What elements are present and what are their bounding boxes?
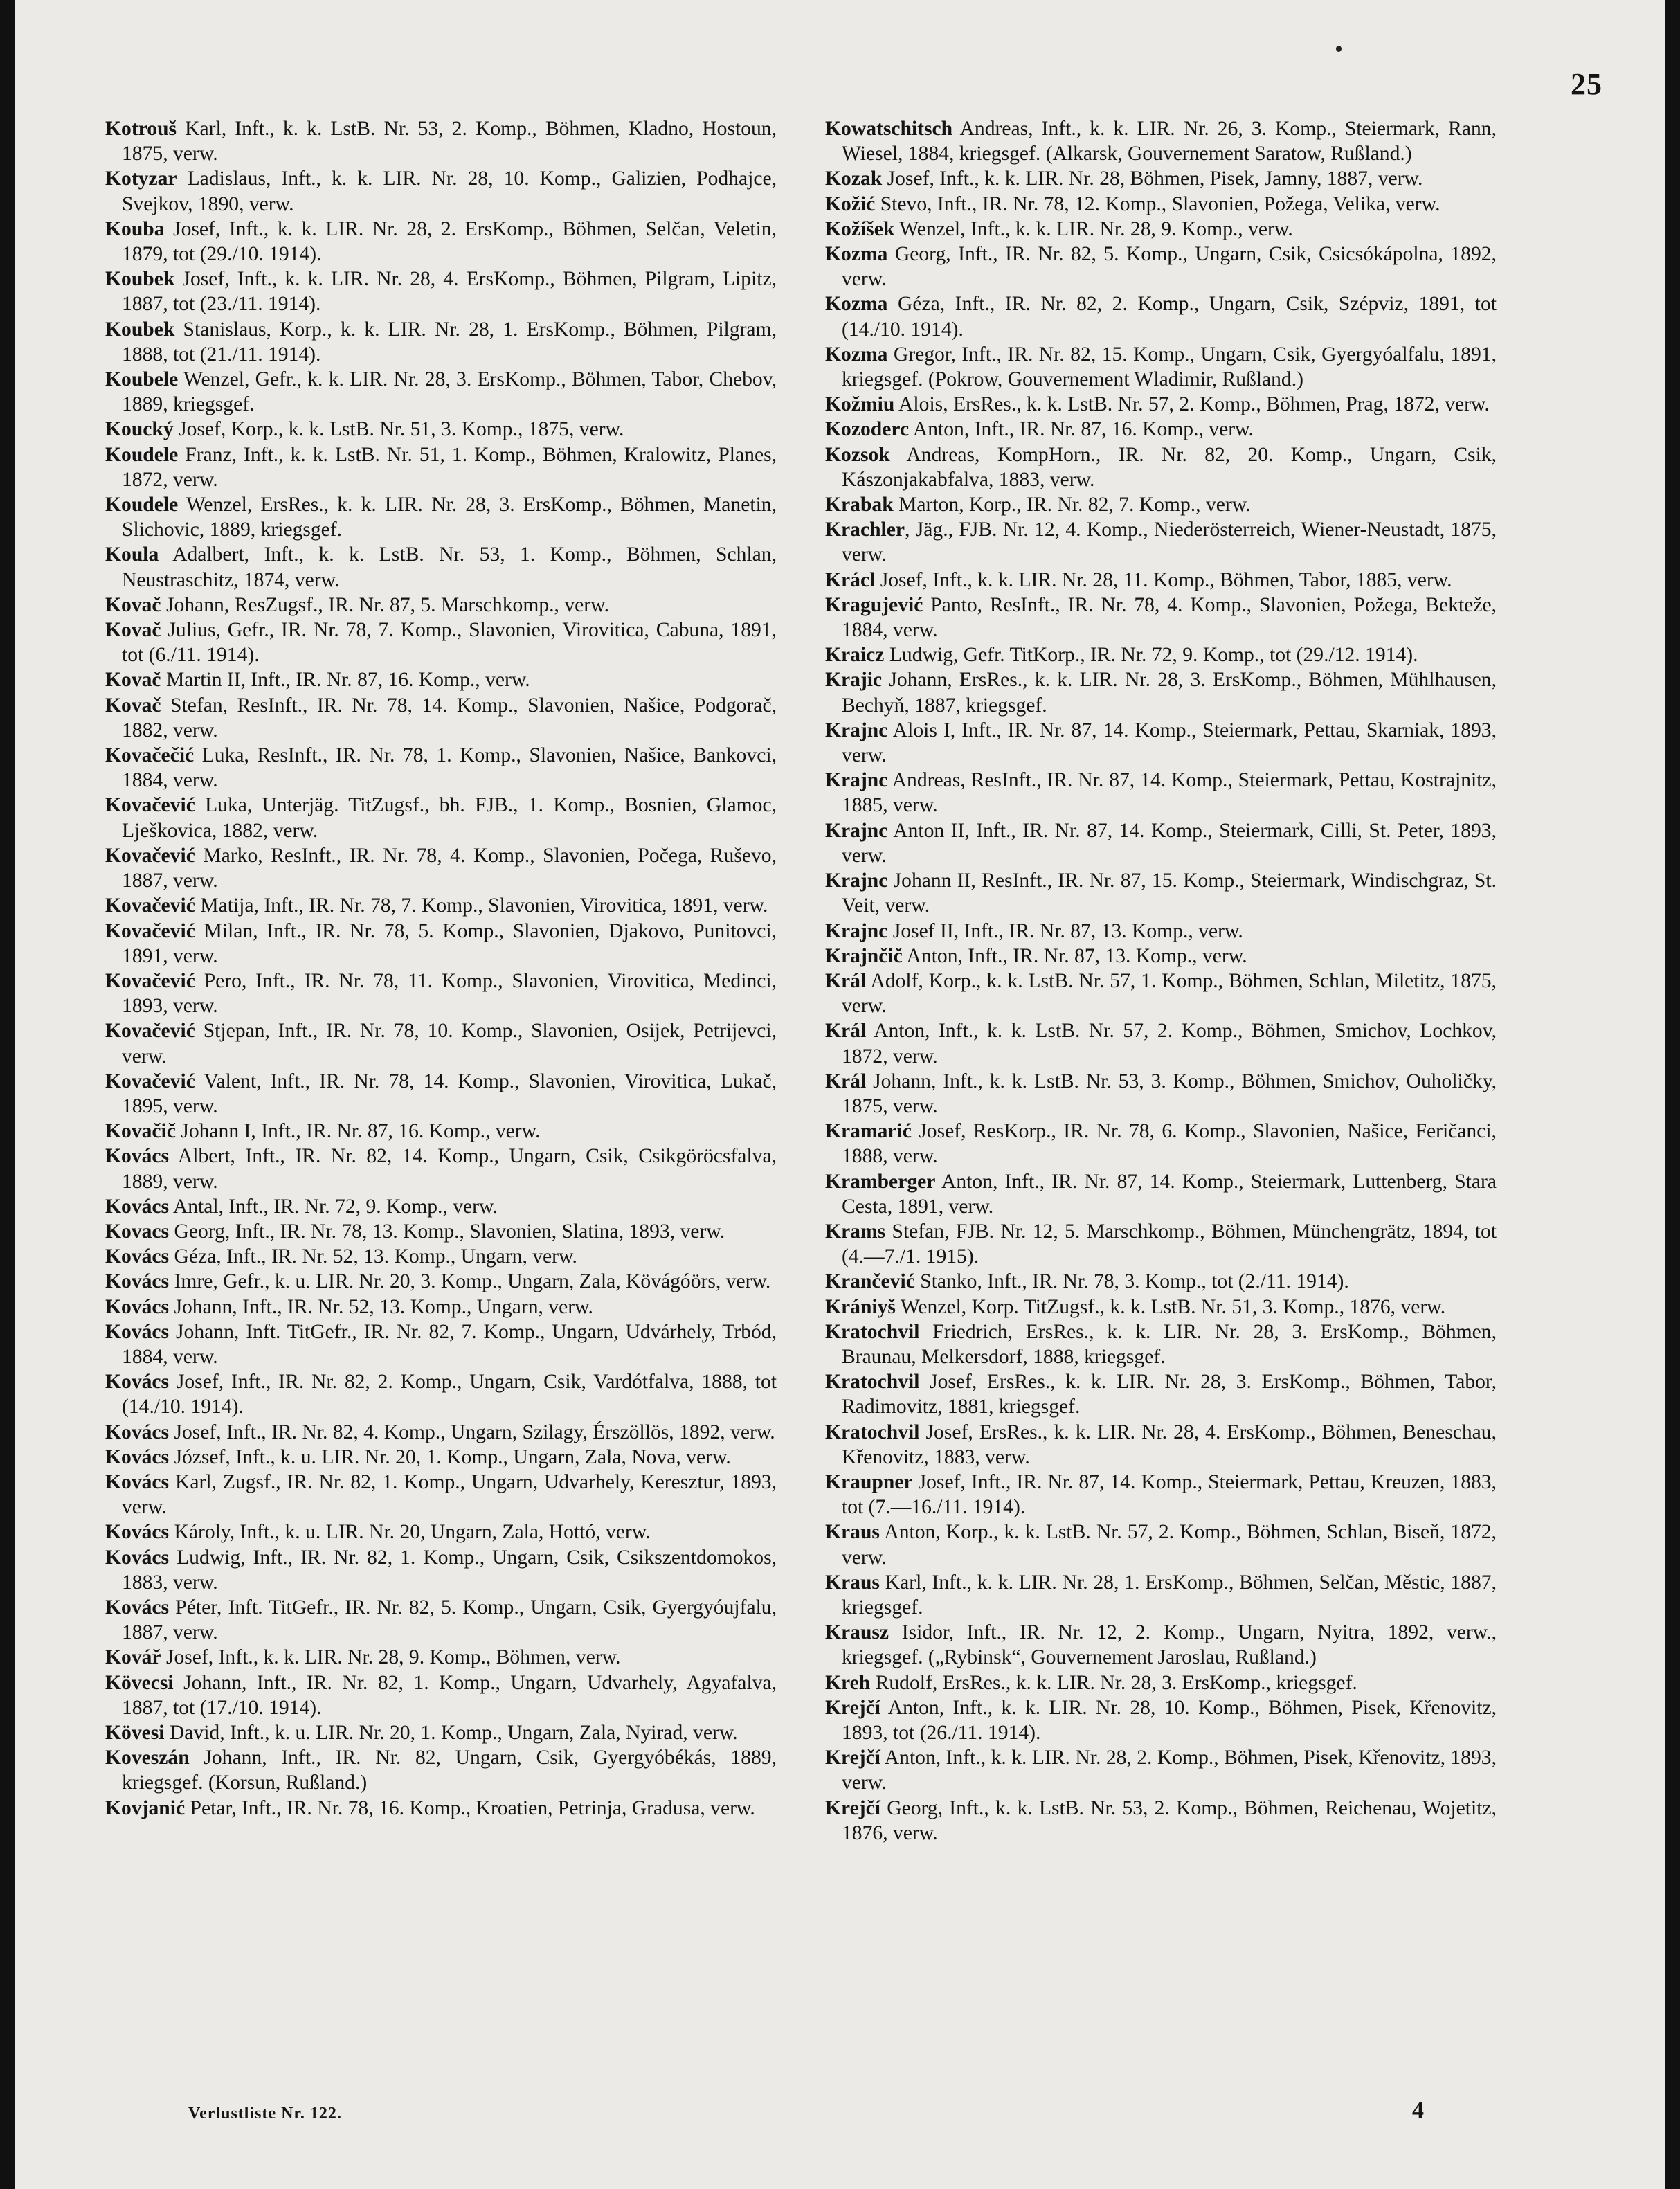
surname: Koudele — [105, 443, 179, 466]
surname: Krajnc — [825, 919, 888, 942]
surname: Kovács — [105, 1470, 170, 1493]
surname: Kratochvil — [825, 1421, 920, 1443]
surname: Krachler — [825, 519, 905, 541]
surname: Kozma — [825, 293, 888, 316]
surname: Kramberger — [825, 1170, 936, 1193]
entry-details: Ludwig, Gefr. TitKorp., IR. Nr. 72, 9. Komp., tot (29./12. 1914). — [884, 644, 1418, 667]
entry-details: Wenzel, ErsRes., k. k. LIR. Nr. 28, 3. ErsKomp., Böhmen, Manetin, Slichovic, 1889, kriegsgef. — [122, 494, 777, 541]
surname: Krajnc — [825, 819, 888, 842]
entry-details: Josef, ErsRes., k. k. LIR. Nr. 28, 3. ErsKomp., Böhmen, Tabor, Radimovitz, 1881, kriegsgef. — [842, 1371, 1497, 1418]
surname: Kovář — [105, 1646, 161, 1669]
surname: Kozma — [825, 243, 888, 266]
surname: Koveszán — [105, 1747, 190, 1769]
surname: Kozma — [825, 343, 888, 366]
casualty-entry — [105, 442, 777, 492]
surname: Krajnc — [825, 870, 888, 892]
entry-details: Anton, Korp., k. k. LstB. Nr. 57, 2. Komp., Böhmen, Schlan, Biseň, 1872, verw. — [842, 1521, 1497, 1569]
document-page — [15, 0, 1665, 2189]
entry-details: Wenzel, Inft., k. k. LIR. Nr. 28, 9. Komp., verw. — [894, 217, 1293, 240]
surname: Kožić — [825, 192, 876, 215]
surname: Král — [825, 1070, 867, 1092]
entry-details: Andreas, KompHorn., IR. Nr. 82, 20. Komp., Ungarn, Csik, Kászonjakabfalva, 1883, verw. — [842, 443, 1497, 491]
casualty-entry — [105, 1470, 777, 1520]
entry-details: Johann II, ResInft., IR. Nr. 87, 15. Komp., Steiermark, Windischgraz, St. Veit, verw. — [842, 870, 1497, 917]
surname: Kovács — [105, 1270, 170, 1293]
surname: Kovačečić — [105, 744, 195, 767]
casualty-entry — [825, 116, 1497, 166]
entry-details: Géza, Inft., IR. Nr. 82, 2. Komp., Ungarn, Csik, Szépviz, 1891, tot (14./10. 1914). — [842, 293, 1497, 341]
casualty-entry — [105, 367, 777, 417]
surname: Kovačič — [105, 1120, 176, 1143]
entry-details: Josef, Inft., IR. Nr. 82, 4. Komp., Ungarn, Szilagy, Érszöllös, 1892, verw. — [169, 1421, 775, 1443]
footer-issue-label: Verlustliste Nr. 122. — [188, 2105, 342, 2123]
casualty-entry — [105, 1144, 777, 1193]
casualty-entry — [825, 1420, 1497, 1470]
entry-details: Johann I, Inft., IR. Nr. 87, 16. Komp., verw. — [175, 1120, 541, 1143]
casualty-entry — [105, 417, 777, 442]
casualty-entry — [105, 1018, 777, 1068]
casualty-entry — [105, 618, 777, 667]
surname: Kövesi — [105, 1722, 165, 1744]
entry-details: Johann, Inft., IR. Nr. 82, Ungarn, Csik, Gyergyóbékás, 1889, kriegsgef. (Korsun, Rußland.) — [122, 1747, 777, 1794]
casualty-entry — [825, 642, 1497, 667]
entry-details: Josef, ErsRes., k. k. LIR. Nr. 28, 4. ErsKomp., Böhmen, Beneschau, Křenovitz, 1883, verw. — [842, 1421, 1497, 1468]
casualty-entry — [825, 1520, 1497, 1569]
casualty-entry — [825, 667, 1497, 717]
casualty-entry — [825, 1796, 1497, 1846]
entry-details: Anton, Inft., IR. Nr. 87, 14. Komp., Steiermark, Luttenberg, Stara Cesta, 1891, verw. — [842, 1170, 1497, 1218]
surname: Krajnc — [825, 719, 888, 741]
casualty-entry — [825, 1745, 1497, 1795]
entry-details: Isidor, Inft., IR. Nr. 12, 2. Komp., Ungarn, Nyitra, 1892, verw., kriegsgef. („Rybinsk“, Gouvernement Jaroslau, Rußland.) — [842, 1621, 1497, 1669]
casualty-entry — [825, 242, 1497, 291]
entry-details: Panto, ResInft., IR. Nr. 78, 4. Komp., Slavonien, Požega, Bekteže, 1884, verw. — [842, 593, 1497, 642]
footer-signature-mark: 4 — [1412, 2098, 1424, 2123]
surname: Krajnčič — [825, 944, 903, 967]
casualty-entry — [105, 1319, 777, 1369]
casualty-entry — [105, 166, 777, 216]
casualty-entry — [105, 969, 777, 1018]
surname: Kovács — [105, 1245, 170, 1268]
casualty-entry — [105, 1194, 777, 1219]
casualty-entry — [105, 317, 777, 367]
surname: Kotyzar — [105, 168, 177, 190]
entry-details: Stevo, Inft., IR. Nr. 78, 12. Komp., Slavonien, Požega, Velika, verw. — [875, 192, 1440, 215]
casualty-entry — [825, 593, 1497, 642]
entry-details: Matija, Inft., IR. Nr. 78, 7. Komp., Slavonien, Virovitica, 1891, verw. — [195, 894, 768, 917]
entry-details: Wenzel, Korp. TitZugsf., k. k. LstB. Nr. 51, 3. Komp., 1876, verw. — [895, 1295, 1446, 1318]
surname: Krausz — [825, 1621, 889, 1644]
entry-details: Karl, Zugsf., IR. Nr. 82, 1. Komp., Ungarn, Udvarhely, Keresztur, 1893, verw. — [122, 1470, 777, 1519]
surname: Kovačević — [105, 1020, 195, 1043]
entry-details: Johann, Inft. TitGefr., IR. Nr. 82, 7. Komp., Ungarn, Udvárhely, Trbód, 1884, verw. — [122, 1320, 777, 1368]
casualty-entry — [825, 1269, 1497, 1294]
casualty-entry — [105, 542, 777, 592]
surname: Koubele — [105, 368, 179, 391]
casualty-entry — [825, 1319, 1497, 1369]
casualty-entry — [825, 1369, 1497, 1419]
surname: Krániyš — [825, 1295, 896, 1318]
surname: Kovjanić — [105, 1796, 186, 1819]
casualty-entry — [105, 1369, 777, 1419]
surname: Kovačević — [105, 794, 195, 817]
surname: Kövecsi — [105, 1671, 174, 1694]
casualty-entry — [825, 1470, 1497, 1520]
page-number: 25 — [1571, 67, 1602, 101]
entry-details: Anton, Inft., IR. Nr. 87, 13. Komp., verw. — [902, 944, 1247, 967]
entry-details: Anton, Inft., k. k. LIR. Nr. 28, 2. Komp., Böhmen, Pisek, Křenovitz, 1893, verw. — [842, 1747, 1497, 1794]
entry-details: Péter, Inft. TitGefr., IR. Nr. 82, 5. Komp., Ungarn, Csik, Gyergyóujfalu, 1887, verw. — [122, 1596, 777, 1644]
entry-details: Karl, Inft., k. k. LstB. Nr. 53, 2. Komp., Böhmen, Kladno, Hostoun, 1875, verw. — [122, 118, 777, 165]
casualty-entry — [105, 267, 777, 316]
casualty-entry — [105, 1069, 777, 1119]
casualty-entry — [105, 793, 777, 843]
casualty-entry — [825, 166, 1497, 191]
surname: Kovács — [105, 1320, 170, 1343]
surname: Kovacs — [105, 1220, 170, 1243]
entry-details: Marko, ResInft., IR. Nr. 78, 4. Komp., Slavonien, Počega, Ruševo, 1887, verw. — [122, 844, 777, 892]
surname: Kovač — [105, 619, 161, 642]
entry-details: Anton II, Inft., IR. Nr. 87, 14. Komp., Steiermark, Cilli, St. Peter, 1893, verw. — [842, 819, 1497, 867]
casualty-entry — [825, 392, 1497, 417]
entry-details: Georg, Inft., IR. Nr. 78, 13. Komp., Slavonien, Slatina, 1893, verw. — [169, 1220, 725, 1243]
entry-details: Stanko, Inft., IR. Nr. 78, 3. Komp., tot (2./11. 1914). — [914, 1270, 1349, 1293]
casualty-entry — [825, 217, 1497, 242]
entry-details: Ladislaus, Inft., k. k. LIR. Nr. 28, 10. Komp., Galizien, Podhajce, Svejkov, 1890, verw. — [122, 168, 777, 215]
entry-details: Imre, Gefr., k. u. LIR. Nr. 20, 3. Komp., Ungarn, Zala, Kövágóörs, verw. — [169, 1270, 771, 1293]
casualty-entry — [825, 818, 1497, 868]
casualty-entry — [825, 1018, 1497, 1068]
entry-details: Josef, Inft., IR. Nr. 87, 14. Komp., Steiermark, Pettau, Kreuzen, 1883, tot (7.—16./11. 1914). — [842, 1470, 1497, 1519]
casualty-entry — [105, 1295, 777, 1319]
entry-details: Luka, Unterjäg. TitZugsf., bh. FJB., 1. Komp., Bosnien, Glamoc, Lješkovica, 1882, verw. — [122, 794, 777, 842]
surname: Kovács — [105, 1521, 170, 1544]
casualty-entry — [825, 517, 1497, 567]
ink-speck — [1336, 46, 1342, 52]
entry-details: Josef, Inft., k. k. LIR. Nr. 28, 9. Komp., Böhmen, verw. — [161, 1646, 621, 1669]
entry-details: Károly, Inft., k. u. LIR. Nr. 20, Ungarn, Zala, Hottó, verw. — [169, 1521, 651, 1544]
entry-details: Josef, Inft., k. k. LIR. Nr. 28, 4. ErsKomp., Böhmen, Pilgram, Lipitz, 1887, tot (23./11. 1914). — [122, 268, 777, 316]
surname: Kovács — [105, 1295, 170, 1318]
entry-details: Stjepan, Inft., IR. Nr. 78, 10. Komp., Slavonien, Osijek, Petrijevci, verw. — [122, 1020, 777, 1068]
casualty-entry — [825, 768, 1497, 818]
entry-details: Johann, Inft., IR. Nr. 52, 13. Komp., Ungarn, verw. — [169, 1295, 593, 1318]
casualty-entry — [105, 217, 777, 267]
casualty-entry — [825, 1219, 1497, 1269]
casualty-entry — [825, 442, 1497, 492]
casualty-entry — [825, 192, 1497, 217]
surname: Kragujević — [825, 593, 923, 616]
casualty-entry — [105, 1645, 777, 1670]
entry-details: Josef, Inft., IR. Nr. 82, 2. Komp., Ungarn, Csik, Vardótfalva, 1888, tot (14./10. 1914). — [122, 1371, 777, 1418]
surname: Kovács — [105, 1421, 170, 1443]
surname: Kraicz — [825, 644, 885, 667]
entry-details: Martin II, Inft., IR. Nr. 87, 16. Komp., verw. — [161, 669, 530, 692]
entry-details: Josef, Korp., k. k. LstB. Nr. 51, 3. Komp., 1875, verw. — [173, 418, 624, 441]
entry-details: Ludwig, Inft., IR. Nr. 82, 1. Komp., Ungarn, Csik, Csikszentdomokos, 1883, verw. — [122, 1546, 777, 1594]
surname: Kovács — [105, 1195, 170, 1218]
surname: Koucký — [105, 418, 174, 441]
entry-details: Rudolf, ErsRes., k. k. LIR. Nr. 28, 3. ErsKomp., kriegsgef. — [870, 1671, 1357, 1694]
entry-details: Josef II, Inft., IR. Nr. 87, 13. Komp., verw. — [887, 919, 1243, 942]
surname: Krejčí — [825, 1747, 880, 1769]
casualty-entry — [105, 1520, 777, 1544]
entry-details: Pero, Inft., IR. Nr. 78, 11. Komp., Slavonien, Virovitica, Medinci, 1893, verw. — [122, 969, 777, 1018]
entry-details: Stanislaus, Korp., k. k. LIR. Nr. 28, 1. ErsKomp., Böhmen, Pilgram, 1888, tot (21./11. 1914). — [122, 318, 777, 366]
casualty-entry — [825, 1169, 1497, 1219]
casualty-entry — [825, 1069, 1497, 1119]
surname: Kozak — [825, 168, 883, 190]
casualty-entry — [105, 1219, 777, 1244]
surname: Kramarić — [825, 1120, 912, 1143]
entry-details: Josef, Inft., k. k. LIR. Nr. 28, Böhmen, Pisek, Jamny, 1887, verw. — [882, 168, 1423, 190]
entry-details: Antal, Inft., IR. Nr. 72, 9. Komp., verw. — [169, 1195, 498, 1218]
casualty-entry — [825, 1620, 1497, 1670]
casualty-entry — [825, 868, 1497, 918]
surname: Kraupner — [825, 1470, 913, 1493]
entry-details: Josef, ResKorp., IR. Nr. 78, 6. Komp., Slavonien, Našice, Feričanci, 1888, verw. — [842, 1120, 1497, 1168]
surname: Krejčí — [825, 1696, 880, 1719]
surname: Kreh — [825, 1671, 871, 1694]
entry-details: Adalbert, Inft., k. k. LstB. Nr. 53, 1. Komp., Böhmen, Schlan, Neustraschitz, 1874, verw. — [122, 543, 777, 591]
entry-details: Karl, Inft., k. k. LIR. Nr. 28, 1. ErsKomp., Böhmen, Selčan, Městic, 1887, kriegsgef. — [842, 1571, 1497, 1619]
surname: Krajic — [825, 669, 883, 692]
surname: Kowatschitsch — [825, 118, 953, 140]
casualty-entry — [825, 944, 1497, 969]
casualty-entry — [105, 1796, 777, 1821]
entry-details: , Jäg., FJB. Nr. 12, 4. Komp., Niederösterreich, Wiener-Neustadt, 1875, verw. — [842, 519, 1497, 566]
surname: Kovač — [105, 593, 161, 616]
casualty-entry — [825, 1670, 1497, 1695]
surname: Kozsok — [825, 443, 890, 466]
entry-details: Friedrich, ErsRes., k. k. LIR. Nr. 28, 3. ErsKomp., Böhmen, Braunau, Melkersdorf, 1888, kriegsgef. — [842, 1320, 1497, 1368]
entry-details: Albert, Inft., IR. Nr. 82, 14. Komp., Ungarn, Csik, Csikgöröcsfalva, 1889, verw. — [122, 1145, 777, 1193]
casualty-entry — [105, 492, 777, 542]
casualty-entry — [105, 1595, 777, 1645]
entry-details: Alois I, Inft., IR. Nr. 87, 14. Komp., Steiermark, Pettau, Skarniak, 1893, verw. — [842, 719, 1497, 767]
entry-details: Petar, Inft., IR. Nr. 78, 16. Komp., Kroatien, Petrinja, Gradusa, verw. — [185, 1796, 755, 1819]
surname: Kovács — [105, 1596, 170, 1619]
casualty-entry — [825, 417, 1497, 442]
casualty-entry — [825, 1295, 1497, 1319]
surname: Kraus — [825, 1571, 880, 1594]
surname: Kovačević — [105, 1070, 195, 1092]
casualty-entry — [105, 1119, 777, 1144]
surname: Kovačević — [105, 969, 195, 992]
surname: Koudele — [105, 494, 179, 516]
surname: Kratochvil — [825, 1320, 920, 1343]
entry-details: Johann, Inft., k. k. LstB. Nr. 53, 3. Komp., Böhmen, Smichov, Ouholičky, 1875, verw. — [842, 1070, 1497, 1117]
entry-details: Julius, Gefr., IR. Nr. 78, 7. Komp., Slavonien, Virovitica, Cabuna, 1891, tot (6./11. 1914). — [122, 619, 777, 667]
surname: Kovács — [105, 1445, 170, 1468]
entry-details: Johann, ErsRes., k. k. LIR. Nr. 28, 3. ErsKomp., Böhmen, Mühlhausen, Bechyň, 1887, kriegsgef. — [842, 669, 1497, 717]
casualty-entry — [105, 743, 777, 793]
entry-details: Josef, Inft., k. k. LIR. Nr. 28, 2. ErsKomp., Böhmen, Selčan, Veletin, 1879, tot (29./10. 1914). — [122, 217, 777, 266]
left-column — [105, 116, 777, 1821]
entry-details: Johann, ResZugsf., IR. Nr. 87, 5. Marschkomp., verw. — [161, 593, 609, 616]
entry-details: Andreas, ResInft., IR. Nr. 87, 14. Komp., Steiermark, Pettau, Kostrajnitz, 1885, verw. — [842, 769, 1497, 817]
entry-details: Valent, Inft., IR. Nr. 78, 14. Komp., Slavonien, Virovitica, Lukač, 1895, verw. — [122, 1070, 777, 1117]
surname: Krabak — [825, 494, 894, 516]
surname: Kožmiu — [825, 393, 895, 416]
surname: Koula — [105, 543, 159, 566]
entry-details: Milan, Inft., IR. Nr. 78, 5. Komp., Slavonien, Djakovo, Punitovci, 1891, verw. — [122, 919, 777, 967]
entry-details: Franz, Inft., k. k. LstB. Nr. 51, 1. Komp., Böhmen, Kralowitz, Planes, 1872, verw. — [122, 443, 777, 491]
entry-details: Georg, Inft., k. k. LstB. Nr. 53, 2. Komp., Böhmen, Reichenau, Wojetitz, 1876, verw. — [842, 1796, 1497, 1844]
surname: Kraus — [825, 1521, 880, 1544]
casualty-entry — [105, 893, 777, 918]
entry-details: Stefan, ResInft., IR. Nr. 78, 14. Komp., Slavonien, Našice, Podgorač, 1882, verw. — [122, 694, 777, 741]
entry-details: Andreas, Inft., k. k. LIR. Nr. 26, 3. Komp., Steiermark, Rann, Wiesel, 1884, kriegsgef. (Alkarsk, Gouvernement Saratow, Rußland.) — [842, 118, 1497, 165]
entry-details: David, Inft., k. u. LIR. Nr. 20, 1. Komp., Ungarn, Zala, Nyirad, verw. — [164, 1722, 738, 1744]
entry-details: Marton, Korp., IR. Nr. 82, 7. Komp., verw. — [893, 494, 1251, 516]
entry-details: Stefan, FJB. Nr. 12, 5. Marschkomp., Böhmen, Münchengrätz, 1894, tot (4.—7./1. 1915). — [842, 1220, 1497, 1268]
casualty-entry — [825, 342, 1497, 392]
casualty-entry — [105, 667, 777, 692]
surname: Král — [825, 1020, 867, 1043]
entry-details: Anton, Inft., k. k. LstB. Nr. 57, 2. Komp., Böhmen, Smichov, Lochkov, 1872, verw. — [842, 1020, 1497, 1068]
casualty-entry — [105, 1445, 777, 1470]
casualty-entry — [825, 1119, 1497, 1169]
surname: Krančević — [825, 1270, 915, 1293]
casualty-entry — [105, 1670, 777, 1720]
entry-details: Josef, Inft., k. k. LIR. Nr. 28, 11. Komp., Böhmen, Tabor, 1885, verw. — [875, 568, 1452, 591]
casualty-entry — [105, 116, 777, 166]
surname: Kovács — [105, 1546, 170, 1569]
entry-details: Anton, Inft., IR. Nr. 87, 16. Komp., verw. — [909, 418, 1254, 441]
surname: Krejčí — [825, 1796, 880, 1819]
surname: Kouba — [105, 217, 165, 240]
casualty-entry — [105, 1420, 777, 1445]
casualty-entry — [105, 919, 777, 969]
surname: Kovačević — [105, 844, 195, 867]
surname: Krácl — [825, 568, 876, 591]
entry-details: Georg, Inft., IR. Nr. 82, 5. Komp., Ungarn, Csik, Csicsókápolna, 1892, verw. — [842, 243, 1497, 291]
casualty-entry — [825, 969, 1497, 1018]
casualty-entry — [825, 919, 1497, 944]
casualty-entry — [825, 492, 1497, 517]
casualty-entry — [105, 1244, 777, 1269]
entry-details: Anton, Inft., k. k. LIR. Nr. 28, 10. Komp., Böhmen, Pisek, Křenovitz, 1893, tot (26./11. 1914). — [842, 1696, 1497, 1744]
surname: Kovačević — [105, 894, 195, 917]
casualty-entry — [825, 1695, 1497, 1745]
surname: Kovács — [105, 1371, 170, 1394]
casualty-entry — [105, 1545, 777, 1595]
casualty-entry — [105, 1745, 777, 1795]
casualty-entry — [825, 1570, 1497, 1620]
surname: Koubek — [105, 268, 175, 291]
entry-details: Alois, ErsRes., k. k. LstB. Nr. 57, 2. Komp., Böhmen, Prag, 1872, verw. — [894, 393, 1490, 416]
entry-details: Johann, Inft., IR. Nr. 82, 1. Komp., Ungarn, Udvarhely, Agyafalva, 1887, tot (17./10. 1914). — [122, 1671, 777, 1719]
entry-details: József, Inft., k. u. LIR. Nr. 20, 1. Komp., Ungarn, Zala, Nova, verw. — [169, 1445, 731, 1468]
casualty-entry — [105, 843, 777, 893]
surname: Kovács — [105, 1145, 170, 1168]
entry-details: Adolf, Korp., k. k. LstB. Nr. 57, 1. Komp., Böhmen, Schlan, Miletitz, 1875, verw. — [842, 969, 1497, 1018]
entry-details: Wenzel, Gefr., k. k. LIR. Nr. 28, 3. ErsKomp., Böhmen, Tabor, Chebov, 1889, kriegsgef. — [122, 368, 777, 416]
surname: Král — [825, 969, 867, 992]
casualty-entry — [825, 718, 1497, 768]
casualty-entry — [825, 291, 1497, 341]
surname: Kratochvil — [825, 1371, 920, 1394]
surname: Krajnc — [825, 769, 888, 792]
casualty-entry — [105, 693, 777, 743]
right-column — [825, 116, 1497, 1846]
casualty-entry — [105, 593, 777, 618]
surname: Kovačević — [105, 919, 195, 942]
surname: Kotrouš — [105, 118, 177, 140]
casualty-entry — [105, 1720, 777, 1745]
entry-details: Luka, ResInft., IR. Nr. 78, 1. Komp., Slavonien, Našice, Bankovci, 1884, verw. — [122, 744, 777, 792]
casualty-entry — [825, 568, 1497, 593]
entry-details: Géza, Inft., IR. Nr. 52, 13. Komp., Ungarn, verw. — [169, 1245, 577, 1268]
surname: Kovač — [105, 694, 161, 717]
casualty-entry — [105, 1269, 777, 1294]
surname: Kozoderc — [825, 418, 910, 441]
surname: Koubek — [105, 318, 175, 341]
surname: Kožíšek — [825, 217, 895, 240]
surname: Kovač — [105, 669, 161, 692]
surname: Krams — [825, 1220, 886, 1243]
entry-details: Gregor, Inft., IR. Nr. 82, 15. Komp., Ungarn, Csik, Gyergyóalfalu, 1891, kriegsgef. (Pokrow, Gouvernement Wladimir, Rußland.) — [842, 343, 1497, 391]
